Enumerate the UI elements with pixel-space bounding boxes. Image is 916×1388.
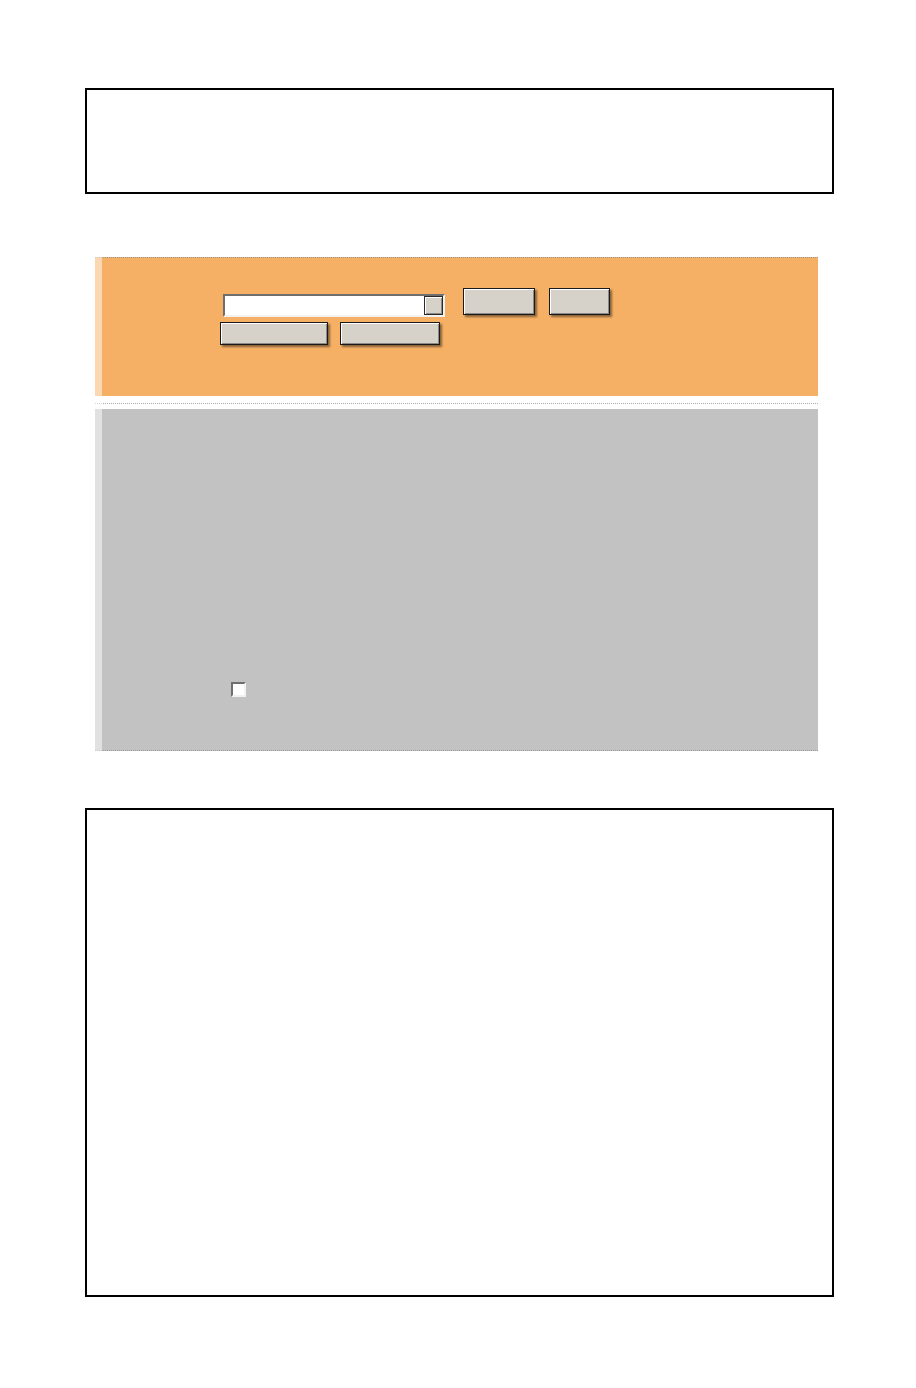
delete-button[interactable] — [549, 288, 610, 315]
form-fields-section — [95, 409, 818, 751]
dropdown-arrow-icon[interactable] — [424, 296, 443, 315]
create-new-button[interactable] — [220, 322, 328, 345]
form-header-section — [95, 257, 818, 396]
contract-checkbox[interactable] — [231, 682, 246, 697]
insert-new-button[interactable] — [340, 322, 440, 345]
authormanager-form-screenshot — [95, 257, 818, 751]
cs-code-box — [85, 808, 834, 1297]
html-code-box — [85, 88, 834, 194]
update-button[interactable] — [463, 288, 535, 315]
author-dropdown[interactable] — [223, 294, 445, 317]
left-margin-strip — [95, 257, 102, 751]
section-divider — [95, 403, 818, 404]
